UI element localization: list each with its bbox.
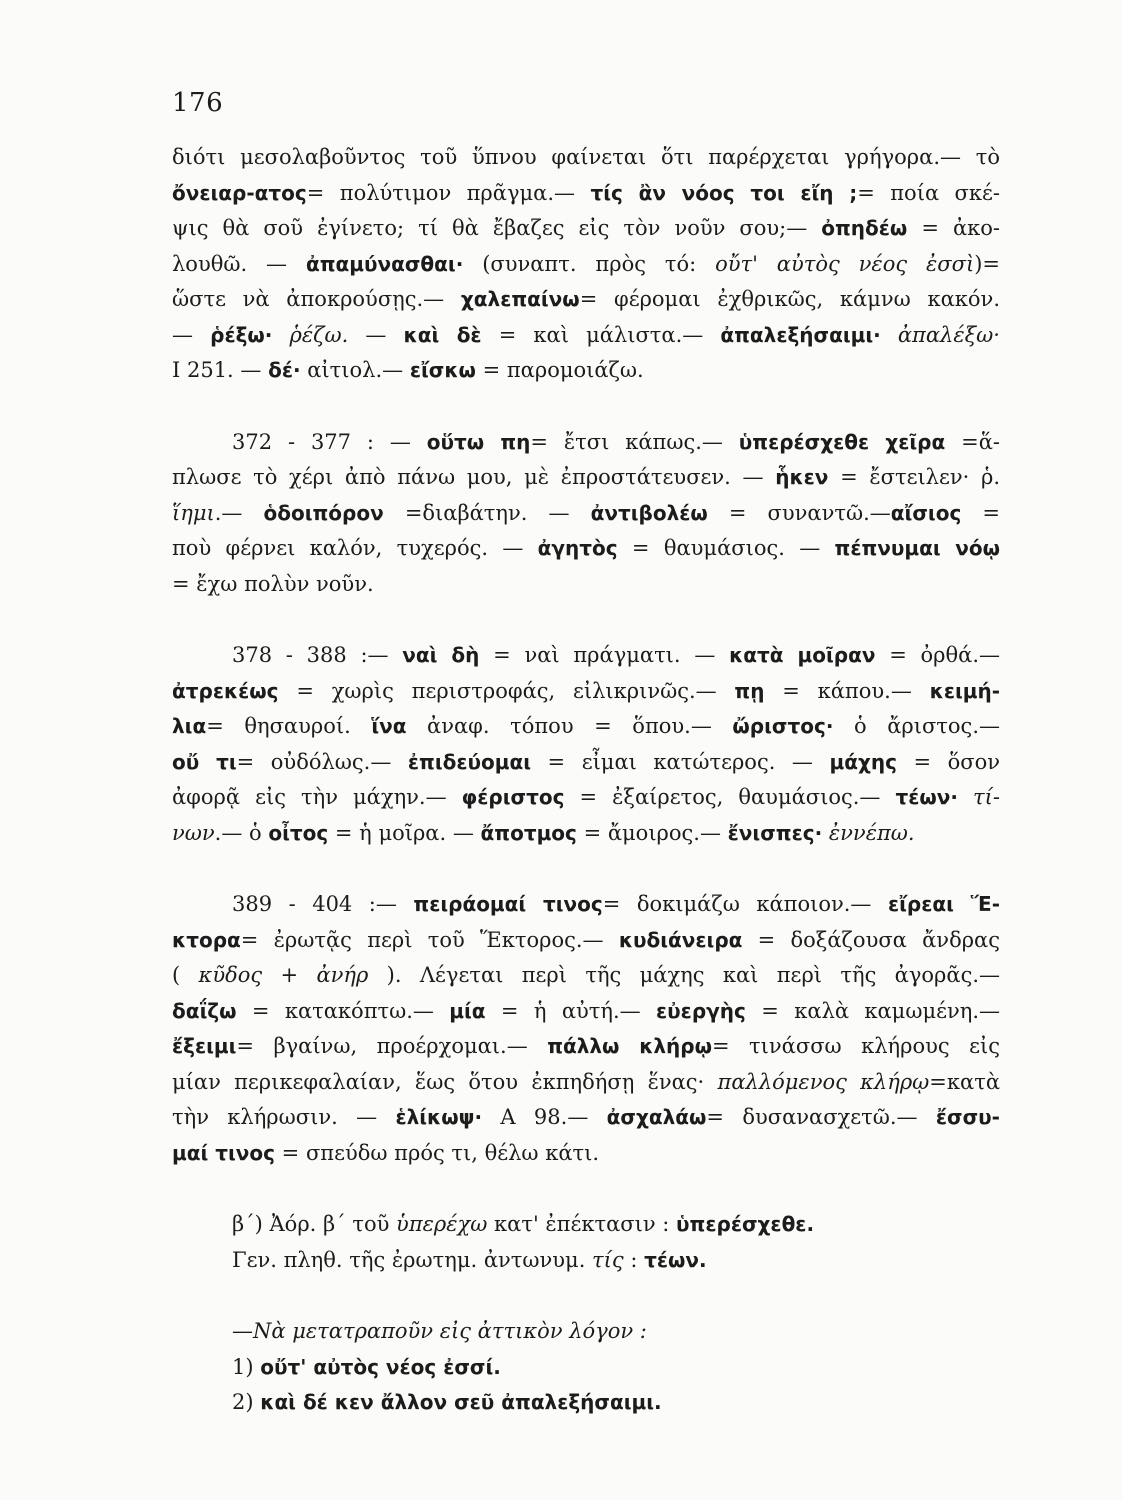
headword: ἔσσυ- — [935, 1105, 1000, 1129]
text-line — [172, 709, 1000, 745]
text-line — [172, 211, 1000, 247]
text-run: =κατὰ — [929, 1069, 1000, 1094]
headword: δέ· — [268, 358, 301, 382]
headword: πῃ — [734, 678, 765, 703]
text-run: = ἐρωτᾷς περὶ τοῦ Ἕκτορος.— — [240, 927, 619, 952]
headword: τίς ἂν νόος τοι εἴη ; — [590, 180, 858, 205]
headword: πάλλω κλήρῳ — [547, 1034, 712, 1058]
headword: ὀπηδέω — [821, 216, 908, 240]
italic-text: —Νὰ μετατραποῦν εἰς ἀττικὸν λόγον : — [232, 1319, 647, 1343]
exercise-item — [172, 1385, 1000, 1421]
text-run: = ποία σκέ- — [857, 180, 1000, 205]
text-run: = δοξάζουσα ἄνδρας — [742, 927, 1000, 952]
text-run: = καὶ μάλιστα.— — [481, 322, 721, 347]
text-run: ὁ ἄριστος.— — [833, 714, 1000, 738]
text-run: = παρομοιάζω. — [475, 358, 644, 382]
headword: ἄποτμος — [480, 820, 577, 845]
headword: εὐεργὴς — [656, 998, 746, 1023]
text-run: 378 - 388 :— — [232, 643, 403, 667]
text-run: =ἅ- — [945, 429, 1000, 454]
text-line — [172, 460, 1000, 496]
headword: μία — [449, 998, 486, 1023]
commentary-paragraph — [172, 140, 1000, 389]
text-line — [172, 638, 1000, 674]
italic-text: νων — [172, 820, 215, 845]
text-run: τὴν κλήρωσιν. — — [172, 1105, 396, 1129]
headword: καὶ δέ κεν ἄλλον σεῦ ἀπαλεξήσαιμι. — [260, 1390, 662, 1414]
text-run: = ναὶ πράγματι. — — [479, 643, 730, 667]
text-run — [822, 821, 829, 845]
text-line — [172, 816, 1000, 852]
text-run: = θησαυροί. — [206, 714, 372, 738]
headword: ἀντιβολέω — [590, 500, 708, 525]
headword: ἧκεν — [775, 465, 829, 489]
exercise-block — [172, 1314, 1000, 1421]
headword: ὄνειαρ-ατος — [172, 180, 307, 205]
text-line — [172, 318, 1000, 354]
commentary-paragraph — [172, 638, 1000, 851]
italic-text: κῦδος — [198, 963, 263, 987]
text-run: = ἔτσι κάπως.— — [530, 429, 739, 454]
headword: ῥέξω· — [210, 322, 273, 347]
headword: κειμή- — [929, 678, 1000, 703]
text-run: = θαυμάσιος. — — [617, 536, 835, 560]
headword: λια — [172, 714, 207, 738]
text-run: μίαν περικεφαλαίαν, ἕως ὅτου ἐκπηδήσῃ ἕνας· — [172, 1069, 718, 1094]
text-line — [172, 780, 1000, 816]
text-run: ( — [172, 963, 199, 987]
text-run: = ἡ μοῖρα. — — [328, 820, 481, 845]
text-run: Γεν. πληθ. τῆς ἐρωτημ. ἀντωνυμ. — [232, 1247, 593, 1272]
text-line — [172, 176, 1000, 212]
text-run: πλωσε τὸ χέρι ἀπὸ πάνω μου, μὲ ἐπροστάτευσεν. — — [172, 465, 776, 489]
headword: ἀγητὸς — [537, 536, 618, 560]
text-run: ποὺ φέρνει καλόν, τυχερός. — — [172, 536, 538, 560]
headword: οὔτ' αὐτὸς νέος ἐσσί. — [260, 1354, 501, 1379]
text-run: ψις θὰ σοῦ ἐγίνετο; τί θὰ ἔβαζες εἰς τὸν νοῦν σου;— — [172, 216, 822, 240]
text-line — [172, 1100, 1000, 1136]
text-line — [172, 531, 1000, 567]
text-run: Ι 251. — — [172, 358, 269, 382]
text-run — [881, 323, 898, 347]
text-run: = σπεύδω πρός τι, θέλω κάτι. — [275, 1140, 600, 1165]
headword: εἴσκω — [409, 358, 476, 382]
text-run: =διαβάτην. — — [383, 500, 591, 525]
text-run: = ἡ αὐτή.— — [485, 998, 657, 1023]
text-run: )= — [974, 251, 1000, 276]
text-line — [172, 425, 1000, 461]
italic-text: ἐννέπω. — [828, 820, 915, 845]
commentary-paragraph — [172, 425, 1000, 603]
text-line — [172, 674, 1000, 710]
text-line — [172, 247, 1000, 283]
headword: ἀσχαλάω — [606, 1105, 707, 1129]
headword: χαλεπαίνω — [460, 287, 580, 311]
headword: ἀπαλεξήσαιμι· — [720, 322, 881, 347]
headword: κτορα — [172, 927, 241, 952]
headword: ἔξειμι — [172, 1034, 237, 1058]
text-run: = — [961, 500, 1000, 525]
headword: ὁδοιπόρον — [263, 500, 384, 525]
headword: ἐπιδεύομαι — [407, 749, 532, 774]
text-run: β΄) Ἀόρ. β΄ τοῦ — [232, 1212, 397, 1236]
grammar-notes — [172, 1207, 1000, 1278]
text-run: = καλὰ καμωμένη.— — [745, 998, 1001, 1023]
headword: οἶτος — [268, 820, 329, 845]
text-run: — — [172, 322, 211, 347]
text-line — [172, 282, 1000, 318]
text-run: = κατακόπτω.— — [236, 998, 450, 1023]
text-run: = ἀκο- — [907, 216, 1000, 240]
headword: μάχης — [829, 749, 897, 774]
text-run: = ὅσον — [896, 749, 1001, 774]
text-run: Α 98.— — [482, 1105, 607, 1129]
text-run: = φέρομαι ἐχθρικῶς, κάμνω κακόν. — [579, 287, 1000, 311]
headword: ναὶ δὴ — [402, 643, 480, 667]
page-number: 176 — [172, 88, 224, 118]
headword: κυδιάνειρα — [618, 927, 743, 952]
text-run: = πολύτιμον πρᾶγμα.— — [306, 180, 591, 205]
text-line — [172, 567, 1000, 603]
headword: ὑπερέσχεθε. — [676, 1212, 815, 1236]
commentary-paragraph — [172, 887, 1000, 1171]
text-line — [172, 1065, 1000, 1101]
headword: μαί τινος — [172, 1140, 275, 1165]
italic-text: ἀνήρ — [316, 963, 369, 987]
headword: ὑπερέσχεθε χεῖρα — [738, 429, 946, 454]
text-run: = ἐξαίρετος, θαυμάσιος.— — [564, 785, 896, 809]
text-run: = ὀρθά.— — [875, 643, 1001, 667]
text-run: 372 - 377 : — — [232, 429, 427, 454]
italic-text: παλλόμενος κλήρῳ — [717, 1069, 930, 1094]
text-run: = τινάσσω κλήρους εἰς — [712, 1034, 1000, 1058]
text-line — [172, 1136, 1000, 1172]
headword: κατὰ μοῖραν — [729, 643, 876, 667]
headword: ἀπαμύνασθαι· — [305, 251, 464, 276]
text-run: λουθῶ. — — [172, 251, 306, 276]
text-run: διότι μεσολαβοῦντος τοῦ ὕπνου φαίνεται ὅτι παρέρχεται γρήγορα.— τὸ — [172, 145, 1000, 169]
headword: ἀτρεκέως — [172, 678, 279, 703]
italic-text: τίς — [592, 1247, 624, 1272]
text-run: + — [262, 963, 317, 987]
text-run: .— ὁ — [214, 820, 269, 845]
text-run: .— — [214, 500, 264, 525]
headword: δαΐζω — [172, 998, 237, 1023]
text-line — [172, 994, 1000, 1030]
text-run: = ἔχω πολὺν νοῦν. — [172, 571, 374, 596]
headword: φέριστος — [461, 785, 565, 809]
headword: αἴσιος — [890, 500, 962, 525]
text-run: — — [348, 322, 404, 347]
exercise-title — [172, 1314, 1000, 1350]
text-run: 389 - 404 :— — [232, 892, 414, 916]
text-run: 2) — [232, 1390, 261, 1414]
text-run: = ἔστειλεν· ῥ. — [828, 465, 1001, 489]
text-run: = χωρὶς περιστροφάς, εἰλικρινῶς.— — [278, 678, 735, 703]
text-run: αἰτιολ.— — [300, 358, 410, 382]
text-run: = οὐδόλως.— — [236, 749, 408, 774]
exercise-item — [172, 1350, 1000, 1386]
text-run: ὥστε νὰ ἀποκρούσῃς.— — [172, 287, 461, 311]
italic-text: οὔτ' αὐτὸς νέος ἐσσὶ — [715, 251, 975, 276]
text-run: = δοκιμάζω κάποιον.— — [602, 892, 888, 916]
note-line — [172, 1243, 1000, 1279]
headword: εἴρεαι Ἕ- — [887, 892, 1001, 916]
text-line — [172, 958, 1000, 994]
headword: τέων· — [895, 785, 958, 809]
headword: τέων. — [644, 1247, 707, 1272]
headword: οὔ τι — [172, 749, 237, 774]
text-run: = δυσανασχετῶ.— — [706, 1105, 936, 1129]
headword: πέπνυμαι νόῳ — [834, 536, 1000, 560]
text-run: ἀφορᾷ εἰς τὴν μάχην.— — [172, 785, 462, 809]
text-run — [272, 323, 289, 347]
text-run: ). Λέγεται περὶ τῆς μάχης καὶ περὶ τῆς ἀγορᾶς.— — [368, 963, 1001, 987]
text-run — [958, 785, 973, 809]
headword: ἑλίκωψ· — [395, 1105, 483, 1129]
text-run: κατ' ἐπέκτασιν : — [487, 1212, 677, 1236]
text-run: = εἶμαι κατώτερος. — — [531, 749, 830, 774]
headword: καὶ δὲ — [403, 322, 482, 347]
text-line — [172, 745, 1000, 781]
text-run: ἀναφ. τόπου = ὅπου.— — [406, 714, 733, 738]
text-run: = βγαίνω, προέρχομαι.— — [236, 1034, 548, 1058]
text-line — [172, 140, 1000, 176]
headword: πειράομαί τινος — [413, 892, 603, 916]
page-body — [172, 140, 1000, 1421]
text-run: = κάπου.— — [764, 678, 930, 703]
text-line — [172, 1029, 1000, 1065]
italic-text: ὑπερέχω — [396, 1212, 488, 1236]
note-line — [172, 1207, 1000, 1243]
italic-text: ἵημι — [172, 500, 215, 525]
text-run: = συναντῶ.— — [707, 500, 891, 525]
text-line — [172, 353, 1000, 389]
text-line — [172, 887, 1000, 923]
italic-text: ῥέζω. — [289, 322, 349, 347]
text-line — [172, 923, 1000, 959]
text-run: = ἄμοιρος.— — [576, 820, 728, 845]
headword: ἔνισπες· — [727, 820, 823, 845]
text-run: 1) — [232, 1354, 261, 1379]
headword: ἵνα — [371, 714, 407, 738]
text-run: : — [623, 1247, 645, 1272]
text-run: (συναπτ. πρὸς τό: — [463, 251, 716, 276]
italic-text: τί- — [973, 785, 1000, 809]
text-line — [172, 496, 1000, 532]
headword: ὤριστος· — [732, 714, 834, 738]
italic-text: ἀπαλέξω· — [897, 322, 1000, 347]
headword: οὕτω πη — [426, 429, 531, 454]
